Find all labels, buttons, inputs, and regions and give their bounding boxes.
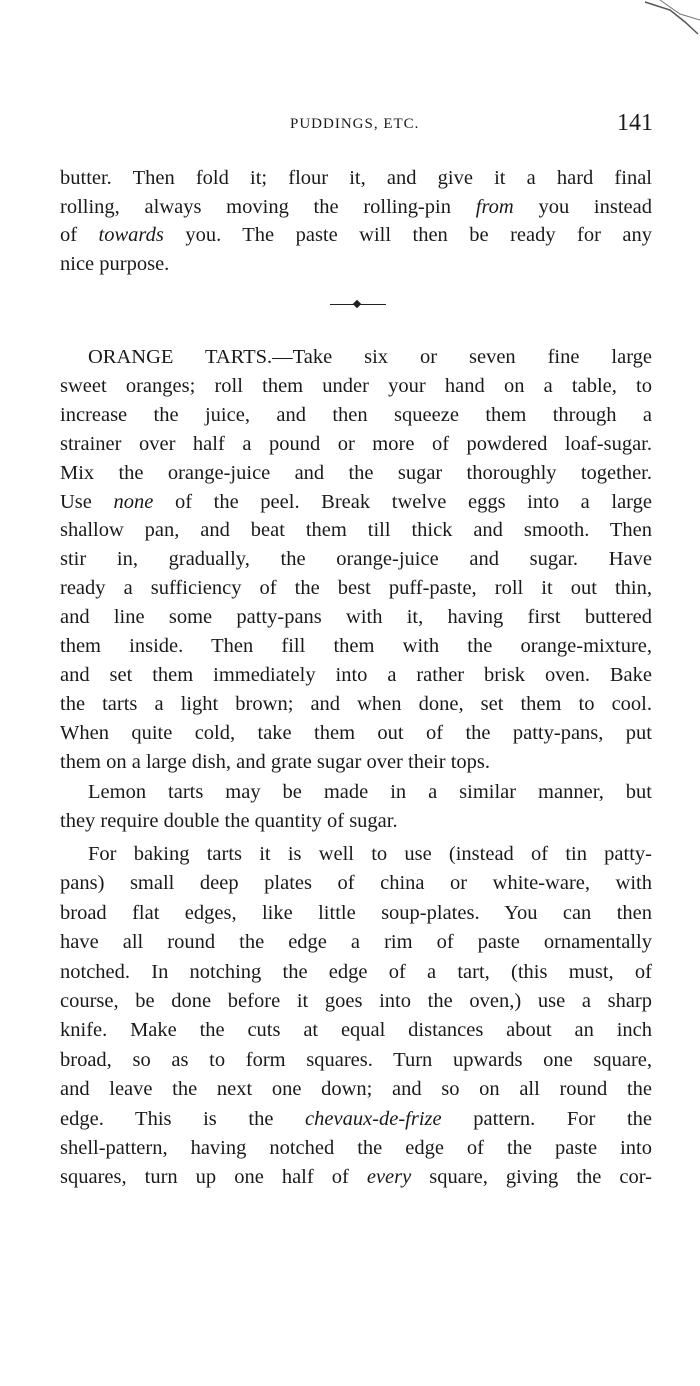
line-text: of the peel. Break twelve eggs into a large xyxy=(153,490,652,513)
divider-ornament xyxy=(353,300,361,308)
line-text: pattern. For the xyxy=(441,1107,652,1130)
line-text: of xyxy=(60,224,99,246)
text-line xyxy=(60,930,652,954)
line-text: broad, so as to form squares. Turn upwards one square, xyxy=(60,1048,652,1071)
text-line xyxy=(60,576,652,600)
running-head: PUDDINGS, ETC. xyxy=(290,116,420,132)
text-line xyxy=(60,692,652,716)
line-text: they require double the quantity of sugar. xyxy=(60,809,398,832)
line-text: square, giving the cor- xyxy=(411,1166,652,1189)
line-text: them inside. Then fill them with the orange-mixture, xyxy=(60,635,652,657)
text-line xyxy=(60,871,652,895)
page-corner-smudge xyxy=(640,0,700,40)
line-text: squares, turn up one half of xyxy=(60,1166,367,1189)
text-line xyxy=(60,518,652,542)
text-line xyxy=(60,605,652,629)
text-line xyxy=(60,1018,652,1042)
line-text: For baking tarts it is well to use (instead of tin patty- xyxy=(88,843,652,865)
line-text: have all round the edge a rim of paste ornamentally xyxy=(60,931,652,954)
text-line xyxy=(60,1107,652,1131)
line-text: notched. In notching the edge of a tart, (this must, of xyxy=(60,960,652,983)
line-text: and leave the next one down; and so on all round the xyxy=(60,1078,652,1101)
line-text: and line some patty-pans with it, having first buttered xyxy=(60,606,652,629)
text-line xyxy=(60,663,652,687)
line-text: them on a large dish, and grate sugar over their tops. xyxy=(60,750,490,773)
line-text: ready a sufficiency of the best puff-paste, roll it out thin, xyxy=(60,577,652,600)
text-line xyxy=(60,1077,652,1101)
text-line xyxy=(60,721,652,745)
line-text: you. The paste will then be ready for any xyxy=(163,224,652,246)
line-text: edge. This is the xyxy=(60,1107,306,1130)
italic-text: towards xyxy=(98,224,164,246)
line-text: knife. Make the cuts at equal distances about an inch xyxy=(60,1019,652,1042)
line-text: you instead xyxy=(513,195,652,218)
line-text: increase the juice, and then squeeze them through a xyxy=(60,403,652,426)
italic-text: every xyxy=(366,1166,412,1189)
line-text: stir in, gradually, the orange-juice and sugar. Have xyxy=(60,548,652,571)
line-text: shallow pan, and beat them till thick and smooth. Then xyxy=(60,519,652,542)
text-line xyxy=(88,780,652,804)
text-line xyxy=(60,547,652,571)
line-text: the tarts a light brown; and when done, set them to cool. xyxy=(60,692,652,715)
page-number: 141 xyxy=(617,110,653,136)
line-text: shell-pattern, having notched the edge of the paste into xyxy=(60,1137,652,1159)
text-line xyxy=(60,403,652,427)
text-line xyxy=(60,432,652,456)
text-line xyxy=(60,901,652,925)
line-text: broad flat edges, like little soup-plates. You can then xyxy=(60,901,652,924)
text-line xyxy=(88,345,652,369)
text-line xyxy=(60,223,652,247)
line-text: pans) small deep plates of china or white-ware, with xyxy=(60,872,652,895)
line-text: nice purpose. xyxy=(60,252,170,275)
text-line xyxy=(60,960,652,984)
text-line xyxy=(60,750,652,774)
text-line xyxy=(60,195,652,219)
text-line xyxy=(60,809,652,833)
text-line xyxy=(60,1136,652,1160)
line-text: strainer over half a pound or more of powdered loaf-sugar. xyxy=(60,432,652,455)
text-line xyxy=(60,374,652,398)
line-text: rolling, always moving the rolling-pin xyxy=(60,195,476,218)
line-text: Use xyxy=(60,490,114,513)
line-text: ORANGE TARTS.—Take six or seven fine large xyxy=(88,346,652,368)
italic-text: from xyxy=(475,195,514,218)
text-line xyxy=(60,490,652,514)
line-text: Mix the orange-juice and the sugar thoroughly together. xyxy=(60,461,652,484)
text-line xyxy=(60,1165,652,1189)
text-line xyxy=(88,842,652,866)
line-text: butter. Then fold it; flour it, and give it a hard final xyxy=(60,167,652,189)
line-text: When quite cold, take them out of the patty-pans, put xyxy=(60,721,652,744)
text-line xyxy=(60,252,652,276)
italic-text: none xyxy=(113,490,154,513)
italic-text: chevaux-de-frize xyxy=(305,1107,442,1130)
line-text: sweet oranges; roll them under your hand on a table, to xyxy=(60,374,652,397)
line-text: course, be done before it goes into the oven,) use a sharp xyxy=(60,990,652,1012)
line-text: and set them immediately into a rather brisk oven. Bake xyxy=(60,663,652,686)
line-text: Lemon tarts may be made in a similar manner, but xyxy=(88,781,652,803)
text-line xyxy=(60,166,652,190)
text-line xyxy=(60,461,652,485)
text-line xyxy=(60,1048,652,1072)
text-line xyxy=(60,989,652,1013)
text-line xyxy=(60,634,652,658)
